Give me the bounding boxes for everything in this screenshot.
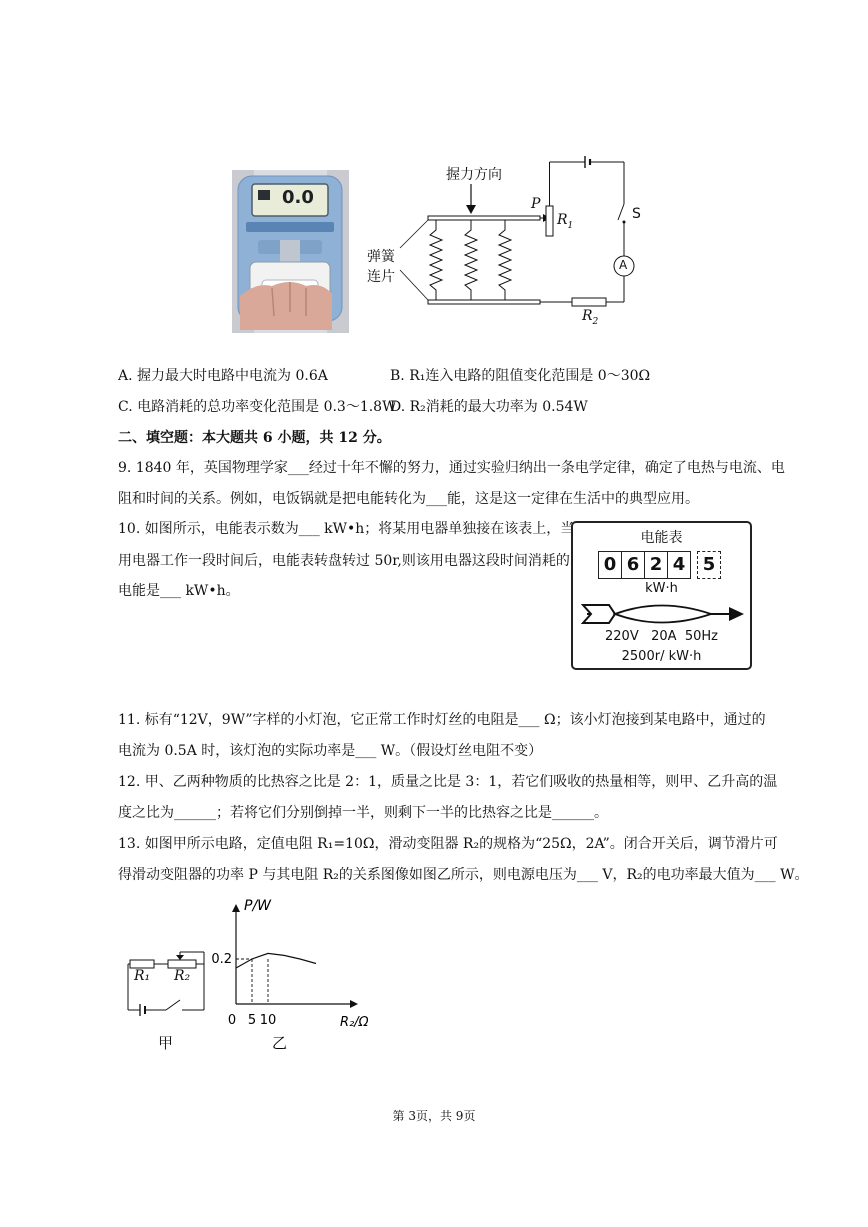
q10-line-3: 电能是___ kW•h。	[118, 583, 240, 599]
q9-line-1: 9. 1840 年，英国物理学家___经过十年不懈的努力，通过实验归纳出一条电学定律，确定了电热与电流、电	[118, 460, 785, 476]
circuit-jia	[118, 938, 218, 1052]
x-tick-label: 10	[259, 1013, 277, 1028]
meter-unit: kW·h	[645, 581, 678, 596]
meter-arrow-icon	[581, 599, 746, 629]
q13-line-2: 得滑动变阻器的功率 P 与其电阻 R₂的关系图像如图乙所示，则电源电压为___ V，R₂的电功率最大值为___ W。	[118, 867, 809, 883]
chart-yi	[210, 892, 390, 1052]
option-d: D. R₂消耗的最大功率为 0.54W	[390, 399, 588, 415]
q11-line-1: 11. 标有“12V，9W”字样的小灯泡，它正常工作时灯丝的电阻是___ Ω；该小灯泡接到某电路中，通过的	[118, 712, 766, 728]
power-resistance-chart	[210, 892, 390, 1052]
q9-line-2: 阻和时间的关系。例如，电饭锅就是把电能转化为___能，这是这一定律在生活中的典型应用。	[118, 491, 699, 507]
y-axis-label: P/W	[244, 898, 272, 914]
r2-label: $R_2$	[582, 308, 599, 327]
spring-label-1: 弹簧	[367, 249, 395, 265]
x-tick-label: 0	[227, 1013, 237, 1028]
meter-rate: 2500r/ kW·h	[621, 649, 702, 664]
option-c: C. 电路消耗的总功率变化范围是 0.3～1.8W	[118, 399, 397, 415]
series-line	[236, 953, 316, 968]
slider-p-label: P	[531, 196, 541, 212]
x-tick-label: 5	[247, 1013, 257, 1028]
q12-line-2: 度之比为______；若将它们分别倒掉一半，则剩下一半的比热容之比是______。	[118, 805, 608, 821]
switch-s-label: S	[632, 206, 641, 222]
meter-spec-line: 220V 20A 50Hz	[605, 629, 718, 644]
jia-r2-label: R₂	[174, 968, 191, 984]
meter-decimal-digit: 5	[697, 551, 721, 579]
meter-digit: 6	[622, 551, 645, 579]
q10-line-2: 用电器工作一段时间后，电能表转盘转过 50r,则该用电器这段时间消耗的	[118, 553, 570, 569]
electric-meter	[571, 521, 752, 670]
spring-label-2: 连片	[367, 269, 395, 285]
meter-digit: 4	[668, 551, 691, 579]
q13-line-1: 13. 如图甲所示电路，定值电阻 R₁=10Ω，滑动变阻器 R₂的规格为“25Ω，2A”。闭合开关后，调节滑片可	[118, 836, 778, 852]
grip-circuit-diagram	[360, 150, 650, 330]
force-direction-label: 握力方向	[446, 167, 502, 183]
meter-digits	[598, 551, 721, 579]
meter-digit: 0	[598, 551, 622, 579]
option-b: B. R₁连入电路的阻值变化范围是 0～30Ω	[390, 368, 651, 384]
x-axis-label: R₂/Ω	[340, 1015, 369, 1030]
y-axis-arrow	[232, 904, 240, 912]
page-footer: 第 3页，共 9页	[392, 1109, 476, 1123]
meter-digit: 2	[645, 551, 668, 579]
ammeter-label: A	[619, 258, 628, 272]
yi-caption: 乙	[272, 1034, 288, 1052]
y-tick-label: 0.2	[211, 952, 232, 967]
jia-caption: 甲	[158, 1034, 174, 1052]
grip-device-photo	[232, 170, 349, 333]
q10-line-1: 10. 如图所示，电能表示数为___ kW•h；将某用电器单独接在该表上，当	[118, 521, 575, 537]
device-display-value: 0.0	[282, 187, 314, 208]
x-axis-arrow	[350, 1000, 358, 1008]
q11-line-2: 电流为 0.5A 时，该灯泡的实际功率是___ W。（假设灯丝电阻不变）	[118, 743, 543, 759]
meter-title: 电能表	[640, 530, 683, 546]
r1-label: $R_1$	[557, 212, 574, 231]
q12-line-1: 12. 甲、乙两种物质的比热容之比是 2：1，质量之比是 3：1，若它们吸收的热量相等，则甲、乙升高的温	[118, 774, 778, 790]
option-a: A. 握力最大时电路中电流为 0.6A	[118, 368, 328, 384]
jia-r1-label: R₁	[134, 968, 151, 984]
section-heading: 二、填空题：本大题共 6 小题，共 12 分。	[118, 430, 391, 446]
